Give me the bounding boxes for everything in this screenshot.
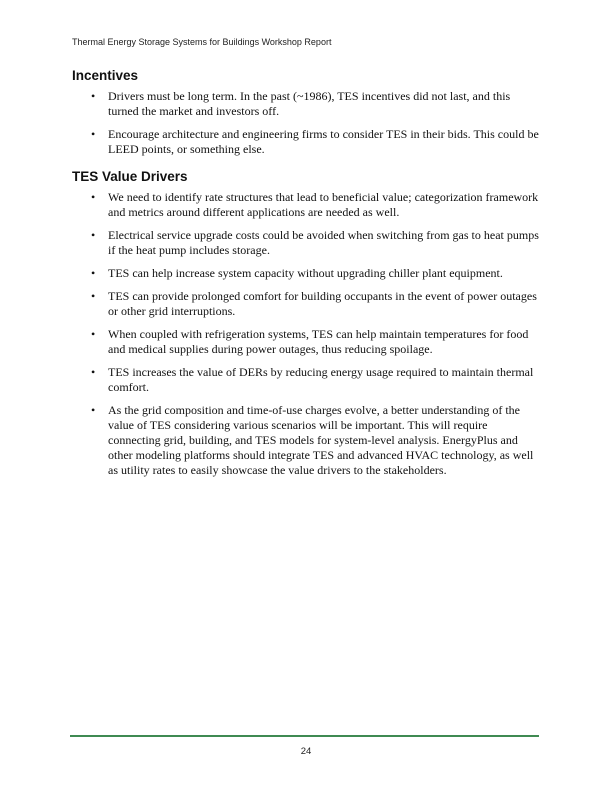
running-header: Thermal Energy Storage Systems for Buildings Workshop Report bbox=[72, 37, 332, 47]
bullet-icon: • bbox=[91, 403, 96, 417]
bullet-icon: • bbox=[91, 266, 96, 280]
list-item bbox=[72, 289, 542, 319]
list-item-text: Electrical service upgrade costs could be avoided when switching from gas to heat pumps if the heat pump includes storage. bbox=[108, 228, 539, 257]
list-item-text: We need to identify rate structures that lead to beneficial value; categorization framework and metrics around different applications are needed as well. bbox=[108, 190, 539, 219]
bullet-icon: • bbox=[91, 190, 96, 204]
list-item-text: TES can help increase system capacity without upgrading chiller plant equipment. bbox=[108, 266, 503, 280]
footer-divider bbox=[70, 735, 539, 737]
bullet-icon: • bbox=[91, 327, 96, 341]
bullet-icon: • bbox=[91, 365, 96, 379]
list-item bbox=[72, 127, 542, 157]
bullet-icon: • bbox=[91, 89, 96, 103]
list-item bbox=[72, 89, 542, 119]
bullet-list-incentives bbox=[72, 89, 542, 157]
list-item-text: When coupled with refrigeration systems, TES can help maintain temperatures for food and medical supplies during power outages, thus reducing spoilage. bbox=[108, 327, 529, 356]
list-item bbox=[72, 365, 542, 395]
bullet-icon: • bbox=[91, 289, 96, 303]
list-item-text: Drivers must be long term. In the past (~1986), TES incentives did not last, and this turned the market and investors off. bbox=[108, 89, 511, 118]
list-item-text: As the grid composition and time-of-use charges evolve, a better understanding of the value of TES considering various scenarios will be important. This will require connecting grid, building, and TES models for system-level analysis. EnergyPlus and other modeling platforms should integrate TES and advanced HVAC technology, as well as utility rates to easily showcase the value drivers to the stakeholders. bbox=[108, 403, 534, 477]
list-item bbox=[72, 228, 542, 258]
bullet-icon: • bbox=[91, 127, 96, 141]
section-heading-incentives: Incentives bbox=[72, 68, 139, 83]
bullet-list-tes-value-drivers bbox=[72, 190, 542, 478]
list-item-text: TES can provide prolonged comfort for building occupants in the event of power outages or other grid interruptions. bbox=[108, 289, 537, 318]
list-item-text: TES increases the value of DERs by reducing energy usage required to maintain thermal comfort. bbox=[108, 365, 534, 394]
list-item bbox=[72, 266, 542, 281]
section-heading-tes-value-drivers: TES Value Drivers bbox=[72, 169, 188, 184]
list-item-text: Encourage architecture and engineering firms to consider TES in their bids. This could be LEED points, or something else. bbox=[108, 127, 539, 156]
bullet-icon: • bbox=[91, 228, 96, 242]
list-item bbox=[72, 327, 542, 357]
list-item bbox=[72, 190, 542, 220]
list-item bbox=[72, 403, 542, 478]
page-number: 24 bbox=[300, 746, 312, 757]
page-content bbox=[72, 68, 542, 486]
